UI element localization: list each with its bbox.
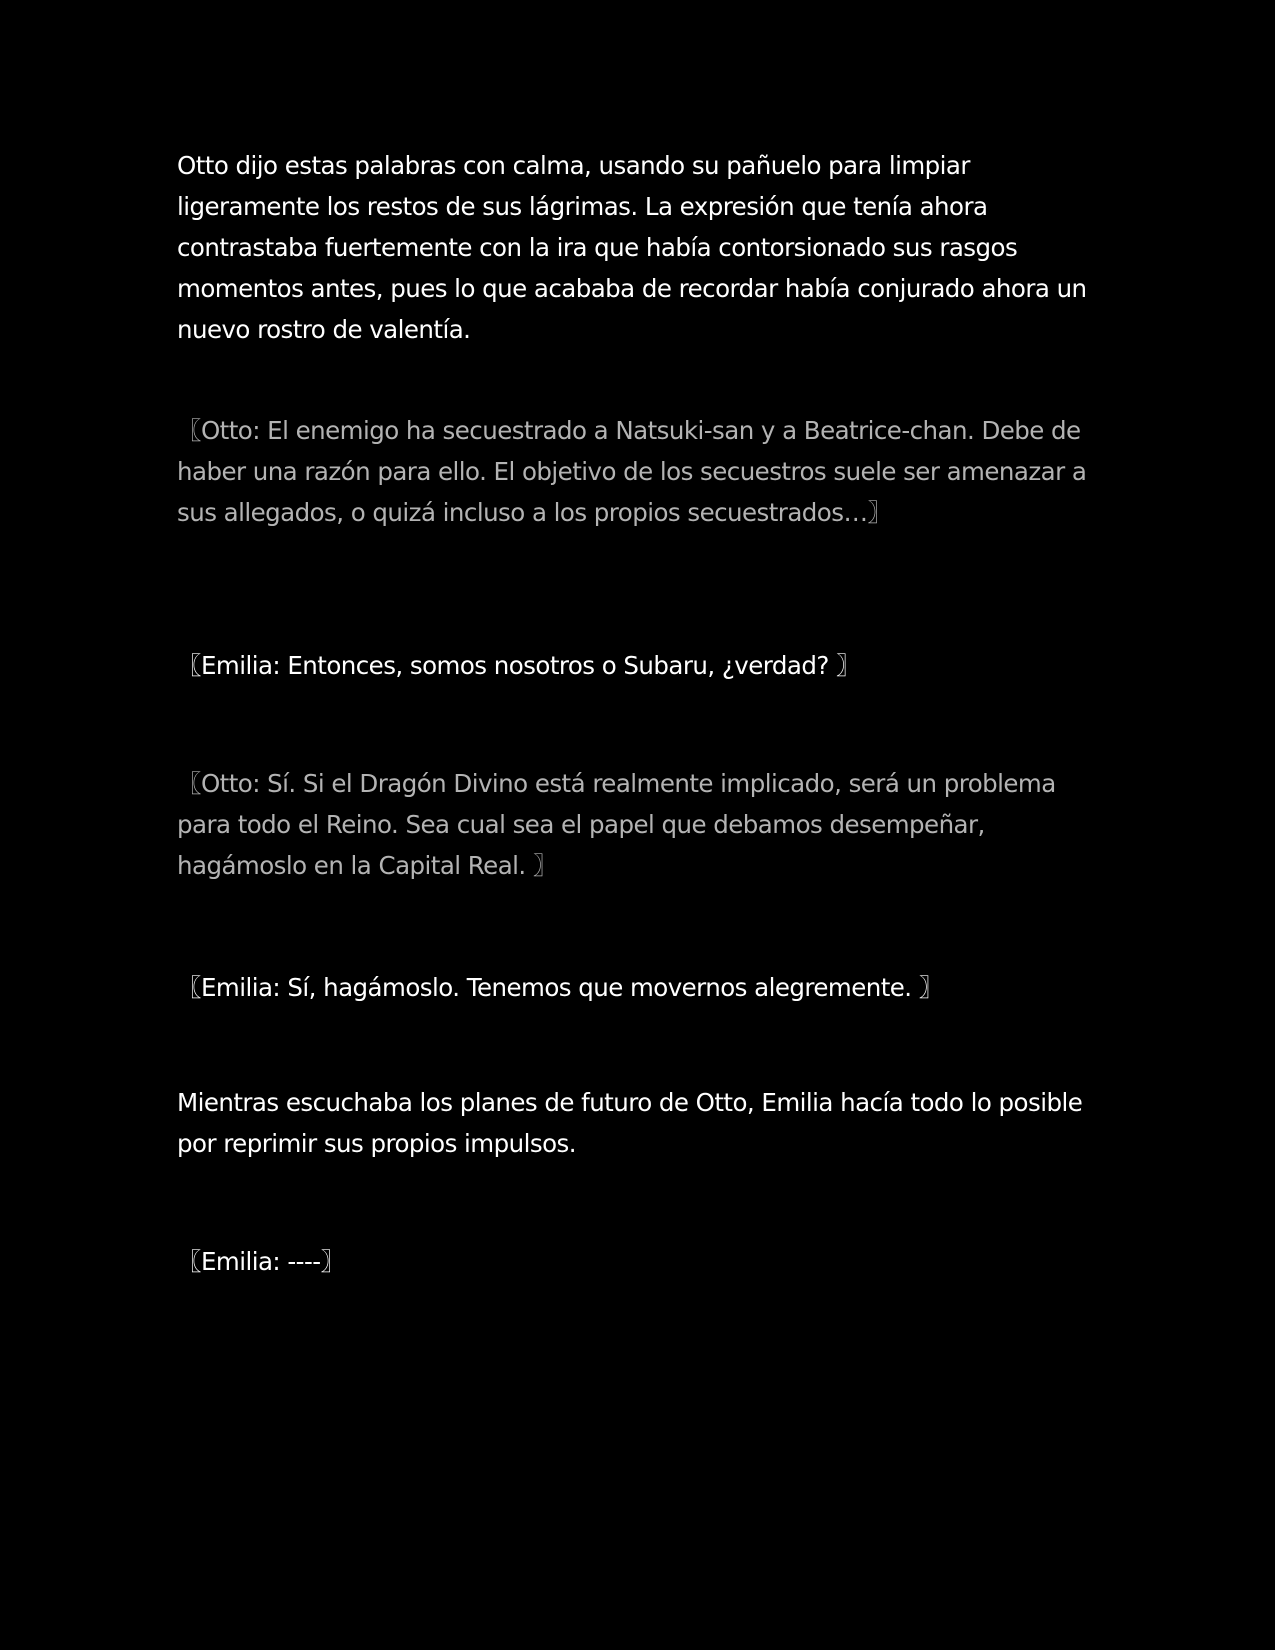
narration-paragraph-2: Mientras escuchaba los planes de futuro de Otto, Emilia hacía todo lo posible por reprimir sus propios impulsos. [177,1088,1090,1158]
dialogue-emilia-3: 〖Emilia: ----〗 [177,1247,345,1276]
dialogue-emilia-1: 〖Emilia: Entonces, somos nosotros o Subaru, ¿verdad? 〗 [177,651,860,680]
dialogue-otto-1: 〖Otto: El enemigo ha secuestrado a Natsuki-san y a Beatrice-chan. Debe de haber una razón para ello. El objetivo de los secuestros suele ser amenazar a sus allegados, o quizá incluso a los propios secuestrados…〗 [177,416,1094,527]
narration-paragraph-1: Otto dijo estas palabras con calma, usando su pañuelo para limpiar ligeramente los restos de sus lágrimas. La expresión que tenía ahora contrastaba fuertemente con la ira que había contorsionado sus rasgos momentos antes, pues lo que acababa de recordar había conjurado ahora un nuevo rostro de valentía. [177,151,1094,344]
dialogue-otto-2: 〖Otto: Sí. Si el Dragón Divino está realmente implicado, será un problema para todo el Reino. Sea cual sea el papel que debamos desempeñar, hagámoslo en la Capital Real. 〗 [177,769,1063,880]
dialogue-emilia-2: 〖Emilia: Sí, hagámoslo. Tenemos que movernos alegremente. 〗 [177,973,943,1002]
